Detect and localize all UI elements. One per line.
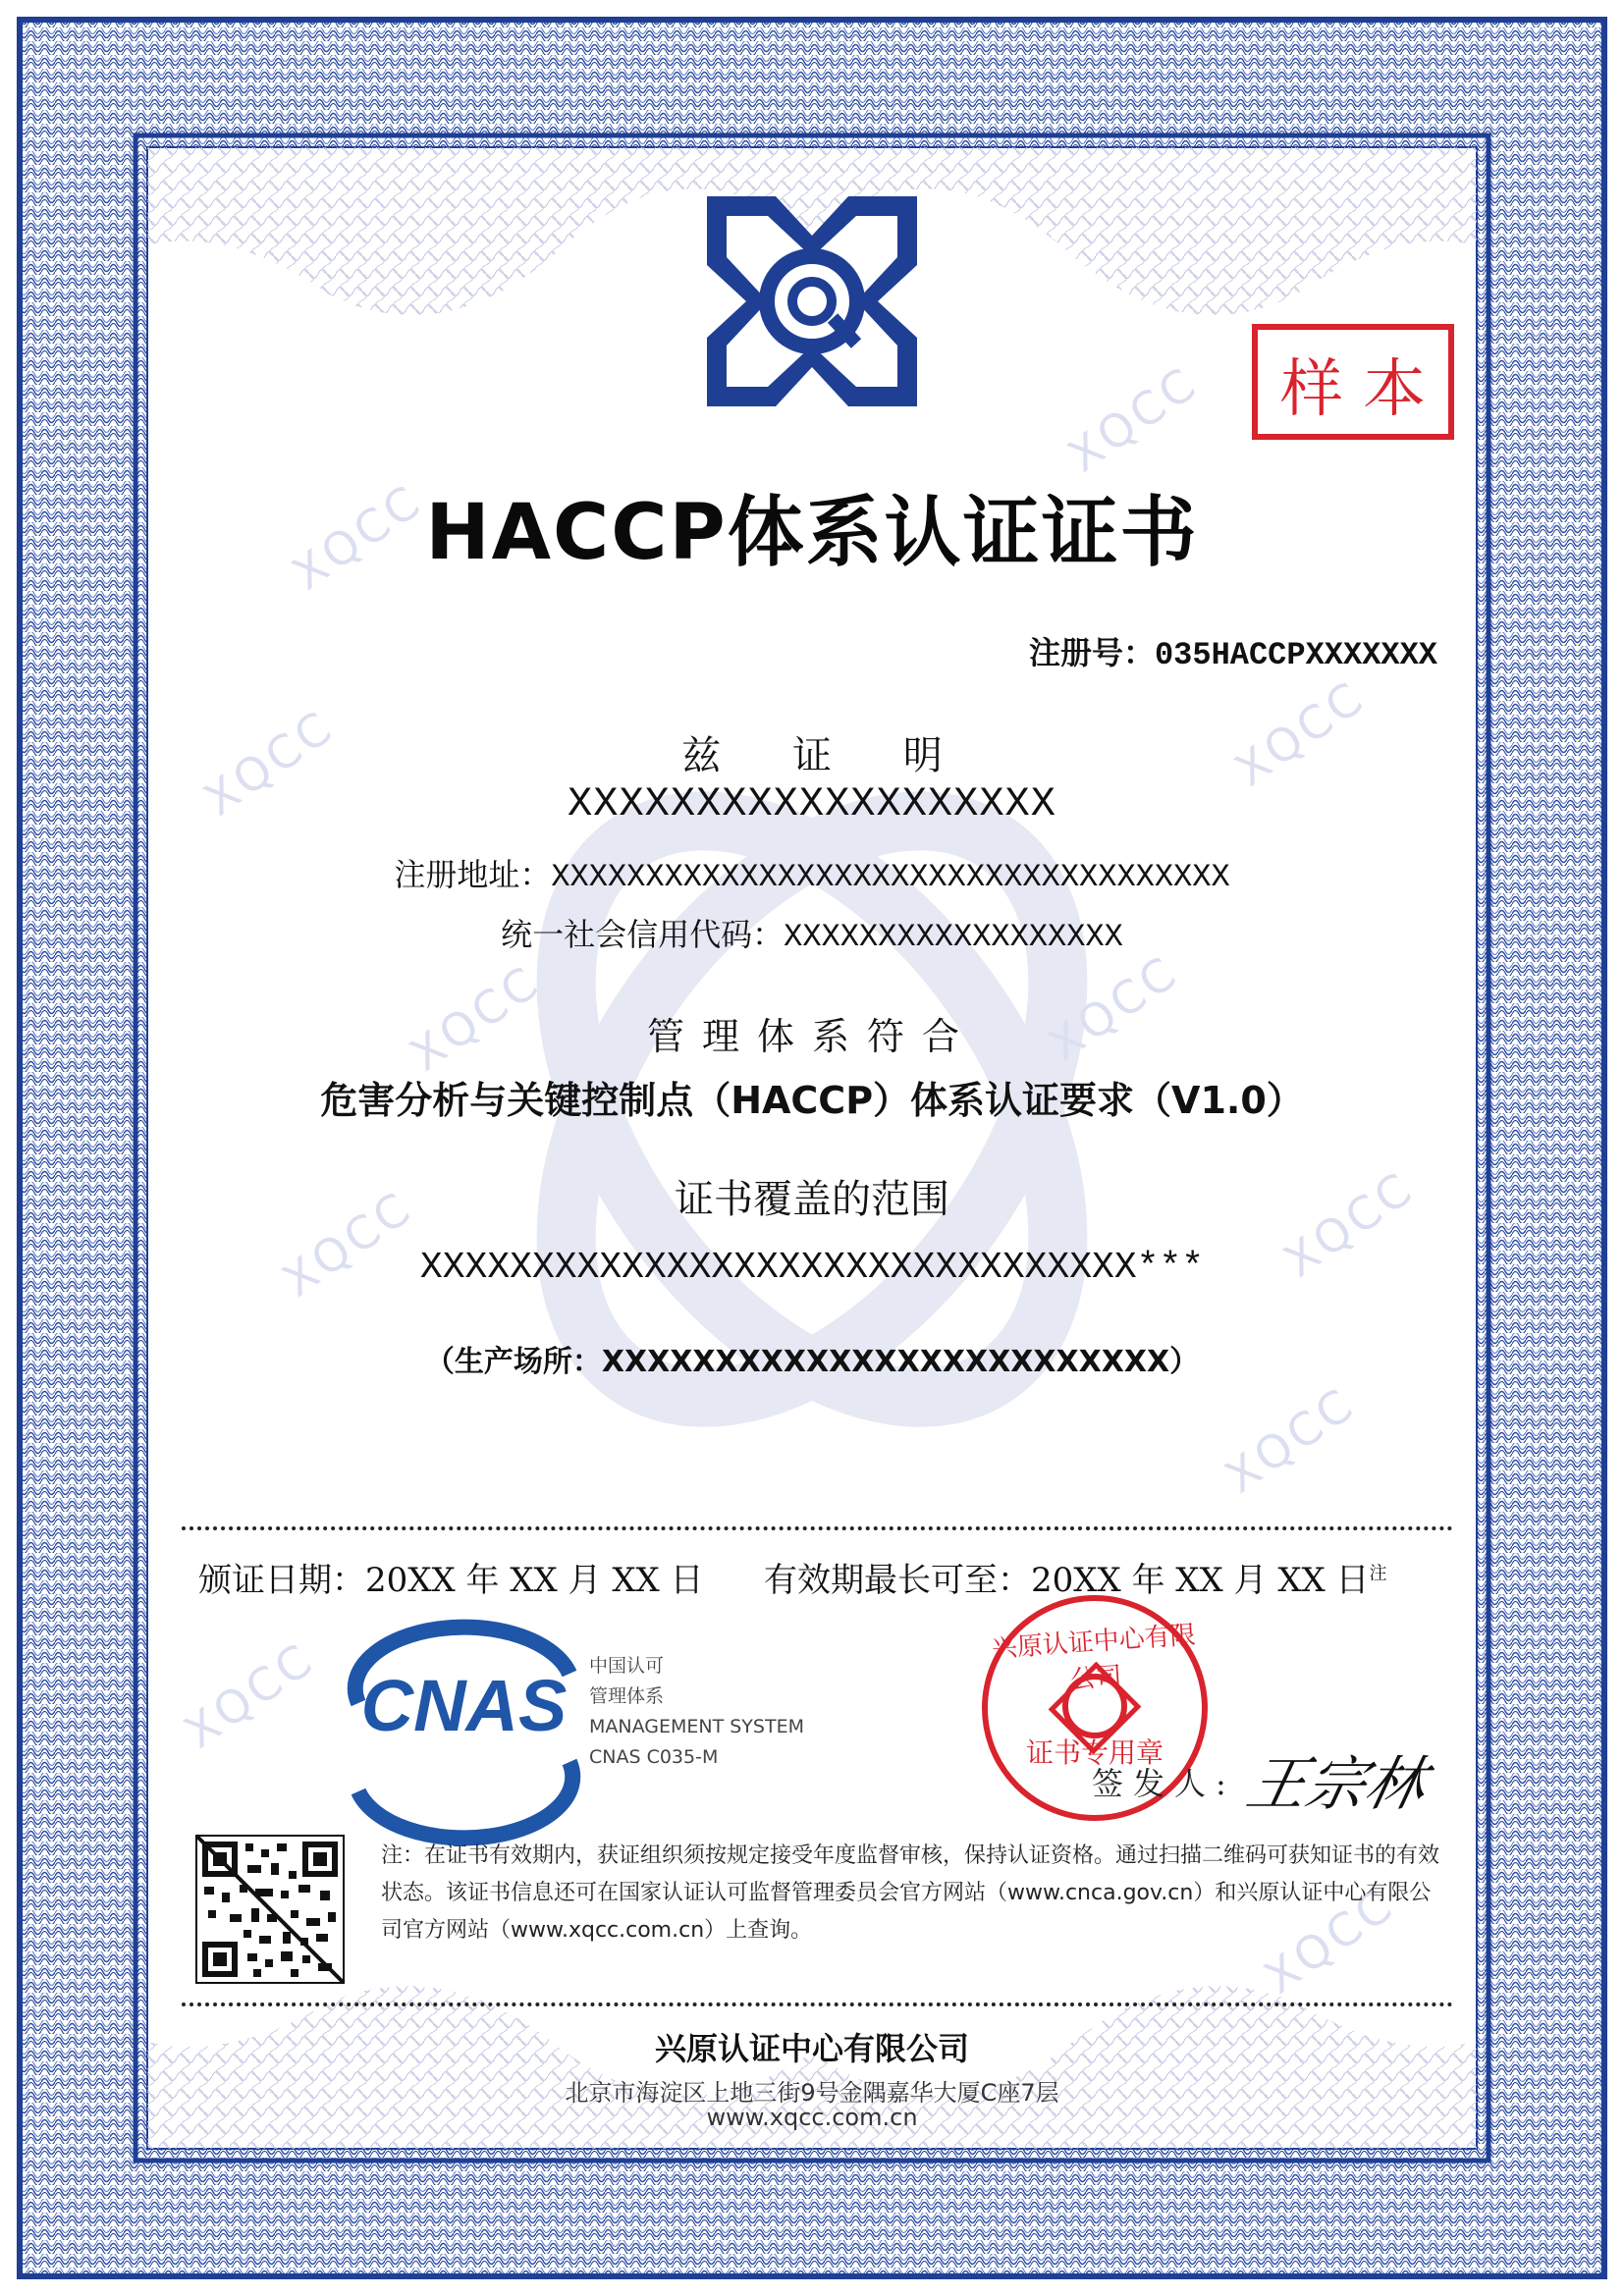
seal-arc-text: 兴原认证中心有限公司 bbox=[991, 1620, 1197, 1695]
production-site: （生产场所：XXXXXXXXXXXXXXXXXXXXXXXXX） bbox=[424, 1345, 1200, 1379]
cnas-line: MANAGEMENT SYSTEM bbox=[589, 1716, 804, 1737]
standard-name: 危害分析与关键控制点（HACCP）体系认证要求（V1.0） bbox=[320, 1079, 1304, 1122]
registration-number bbox=[1029, 628, 1437, 673]
cnas-line: 中国认可 bbox=[589, 1655, 665, 1677]
registration-label: 注册号： bbox=[1028, 634, 1155, 671]
cnas-line: 管理体系 bbox=[589, 1685, 665, 1707]
signature: 王宗林 bbox=[1240, 1750, 1433, 1819]
seal-bottom-text: 证书专用章 bbox=[1025, 1736, 1164, 1769]
separator bbox=[182, 2002, 1453, 2006]
watermark: XQCC bbox=[1057, 355, 1209, 483]
valid-until-value: 20XX 年 XX 月 XX 日 bbox=[1031, 1561, 1370, 1600]
watermark: XQCC bbox=[1038, 944, 1189, 1072]
address-value: XXXXXXXXXXXXXXXXXXXXXXXXXXXXXXXXXXXX bbox=[551, 859, 1230, 895]
company-name: 兴原认证中心有限公司 bbox=[654, 2030, 969, 2067]
issue-date-label: 颁证日期： bbox=[198, 1561, 365, 1600]
certificate-title: HACCP体系认证证书 bbox=[425, 489, 1199, 577]
note-mark: 注 bbox=[1369, 1563, 1387, 1584]
issue-date-value: 20XX 年 XX 月 XX 日 bbox=[365, 1561, 704, 1600]
watermark: XQCC bbox=[1273, 1160, 1425, 1288]
credit-code-label: 统一社会信用代码： bbox=[501, 916, 785, 953]
watermark: XQCC bbox=[282, 473, 433, 601]
valid-until-label: 有效期最长可至： bbox=[764, 1561, 1031, 1600]
watermark: XQCC bbox=[1215, 1376, 1366, 1504]
sample-stamp: 样 本 bbox=[1279, 353, 1427, 426]
watermark: XQCC bbox=[1254, 1877, 1405, 2004]
conformity-heading: 管理体系符合 bbox=[646, 1015, 977, 1058]
certify-heading: 兹 证 明 bbox=[681, 733, 943, 778]
cnas-line: CNAS C035-M bbox=[589, 1746, 719, 1768]
verification-note: 注：在证书有效期内，获证组织须按规定接受年度监督审核，保持认证资格。通过扫描二维码可获知证书的有效状态。该证书信息还可在国家认证认可监督管理委员会官方网站（www.cnca.gov.cn）和兴原认证中心有限公司官方网站（www.xqcc.com.cn）上查询。 bbox=[381, 1843, 1440, 1943]
issue-date bbox=[198, 1553, 704, 1601]
company-website: www.xqcc.com.cn bbox=[706, 2104, 918, 2131]
credit-code bbox=[0, 910, 1624, 955]
watermark: XQCC bbox=[174, 1631, 325, 1759]
scope-value: XXXXXXXXXXXXXXXXXXXXXXXXXXXXXXXX*** bbox=[419, 1247, 1205, 1289]
separator bbox=[182, 1526, 1453, 1530]
watermark: XQCC bbox=[272, 1180, 423, 1308]
qr-code bbox=[196, 1836, 344, 1983]
watermark: XQCC bbox=[1224, 669, 1376, 797]
cnas-logo-text: CNAS bbox=[360, 1665, 568, 1746]
registered-address bbox=[0, 850, 1624, 895]
signer-label: 签发人: bbox=[1092, 1765, 1236, 1802]
company-address: 北京市海淀区上地三街9号金隅嘉华大厦C座7层 bbox=[565, 2079, 1059, 2107]
valid-until bbox=[764, 1553, 1387, 1601]
organization-name: XXXXXXXXXXXXXXXXXXX bbox=[568, 780, 1056, 828]
registration-value: 035HACCPXXXXXXX bbox=[1154, 637, 1437, 673]
watermark: XQCC bbox=[193, 699, 345, 827]
address-label: 注册地址： bbox=[394, 856, 552, 893]
scope-heading: 证书覆盖的范围 bbox=[675, 1177, 949, 1222]
credit-code-value: XXXXXXXXXXXXXXXXXX bbox=[784, 919, 1123, 955]
watermark: XQCC bbox=[400, 954, 551, 1082]
cnas-accreditation bbox=[589, 1651, 804, 1773]
